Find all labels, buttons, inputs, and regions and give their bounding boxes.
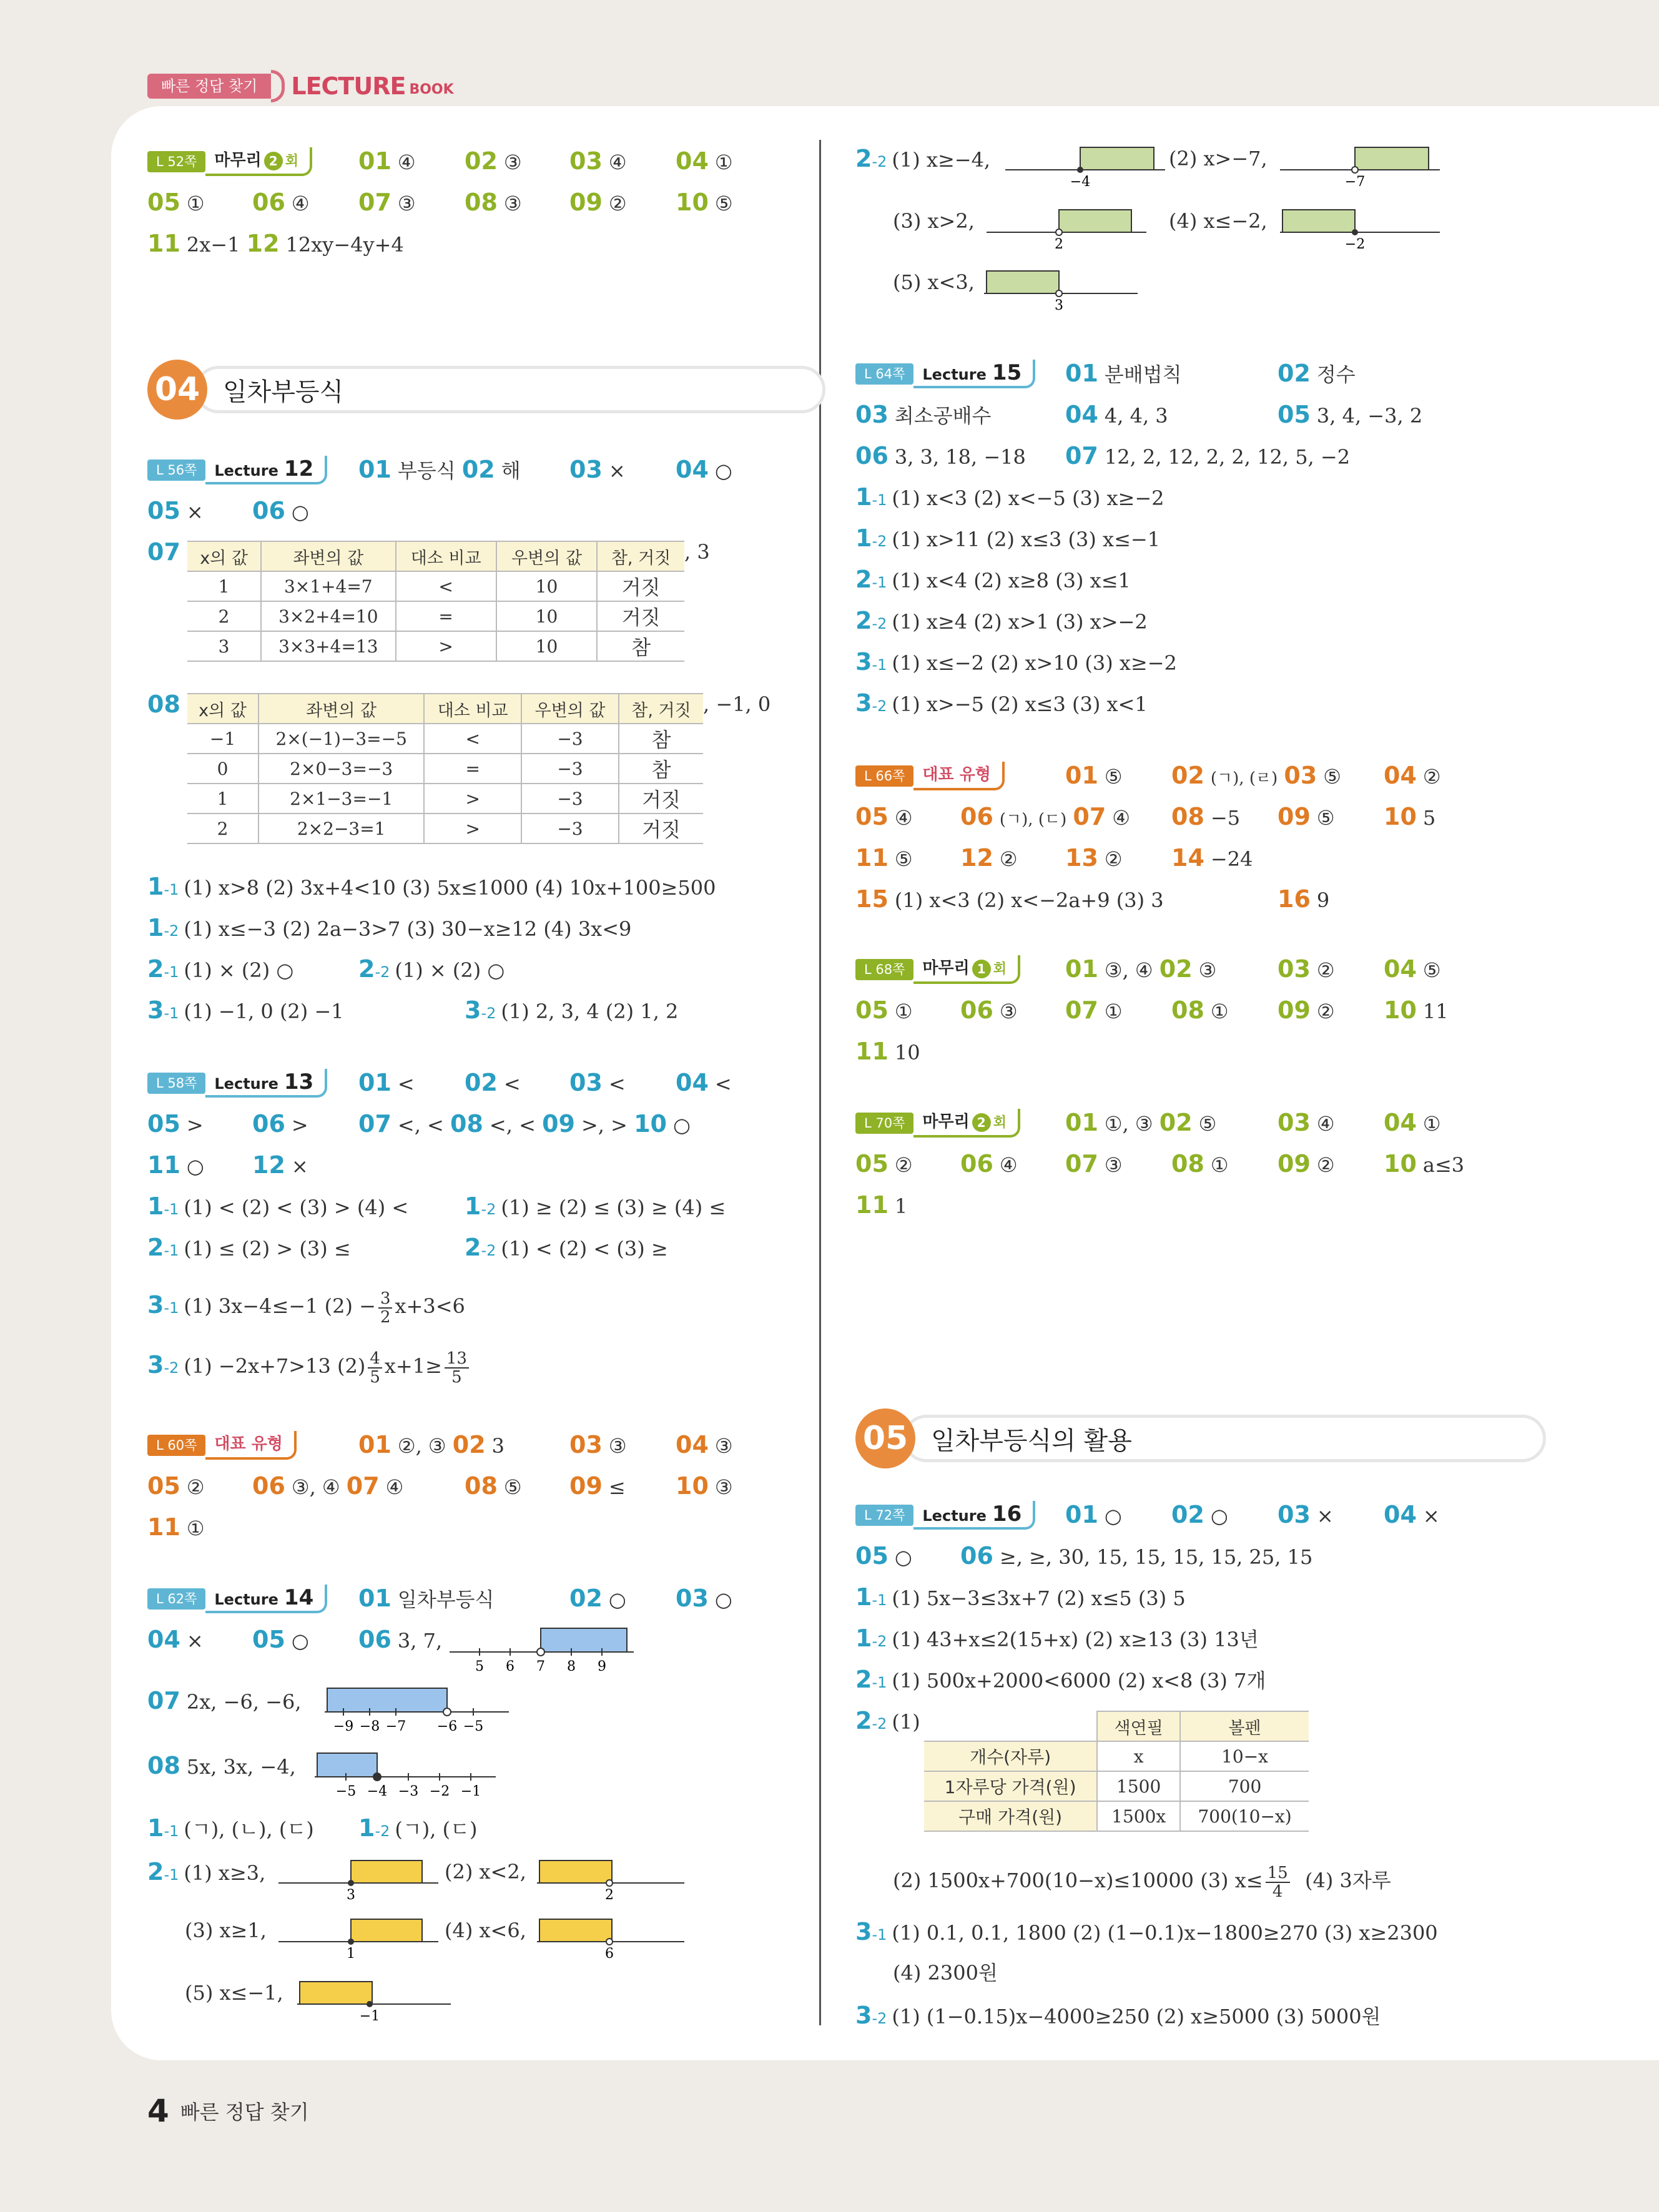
- table-row: 0 2×0−3=−3 = −3 참: [187, 754, 703, 784]
- chapter-05-heading: [855, 1412, 1546, 1465]
- table-row: 2 3×2+4=10 = 10 거짓: [187, 601, 684, 631]
- column-divider: [819, 140, 821, 2025]
- badge-lecture-13: L 58쪽 Lecture 13: [147, 1069, 327, 1098]
- svg-text:−7: −7: [1344, 174, 1366, 189]
- svg-text:2: 2: [605, 1887, 614, 1902]
- number-line-r22-5: [984, 265, 1140, 312]
- table-row: 1 3×1+4=7 < 10 거짓: [187, 571, 684, 601]
- number-line-r22-3: [987, 204, 1149, 251]
- number-line-21-5: [297, 1975, 453, 2023]
- svg-text:8: 8: [567, 1659, 576, 1673]
- svg-text:−2: −2: [429, 1784, 450, 1798]
- svg-text:−9: −9: [333, 1719, 354, 1733]
- badge-mamuri-52: [147, 147, 312, 176]
- svg-text:1: 1: [347, 1946, 355, 1960]
- svg-text:5: 5: [475, 1659, 484, 1673]
- svg-text:−5: −5: [335, 1784, 357, 1798]
- header: [147, 70, 454, 102]
- badge-daepyo-60: L 60쪽 대표 유형: [147, 1431, 297, 1460]
- number-line-r22-2: [1280, 141, 1442, 189]
- answer-row: 01 ④: [358, 147, 416, 175]
- number-line-r22-1: [1005, 141, 1168, 189]
- chapter-title: 일차부등식: [195, 366, 825, 413]
- table-07: x의 값 좌변의 값 대소 비교 우변의 값 참, 거짓 1 3×1+4=7 < 10 거짓 2 3×2+4=10 = 10 거짓 3 3×3+4=13 > 10 참: [187, 541, 684, 662]
- number-line-07: [325, 1683, 512, 1733]
- svg-text:−8: −8: [359, 1719, 380, 1733]
- badge-lecture-16: L 72쪽 Lecture 16: [855, 1501, 1035, 1530]
- svg-text:−3: −3: [398, 1784, 419, 1798]
- badge-lecture-12: L 56쪽 Lecture 12: [147, 456, 327, 484]
- svg-text:−1: −1: [359, 2008, 380, 2023]
- svg-text:3: 3: [1055, 298, 1063, 312]
- number-line-08: [315, 1748, 502, 1798]
- table-row: 3 3×3+4=13 > 10 참: [187, 631, 684, 661]
- footer-title: 빠른 정답 찾기: [180, 2100, 309, 2124]
- header-lecture: LECTURE: [291, 72, 406, 100]
- svg-text:−6: −6: [436, 1719, 458, 1733]
- table-row: 1 2×1−3=−1 > −3 거짓: [187, 784, 703, 814]
- badge-mamuri-70: L 70쪽 마무리 2 회: [855, 1109, 1020, 1138]
- svg-text:6: 6: [605, 1946, 614, 1960]
- number-line-06: [450, 1623, 637, 1673]
- svg-text:3: 3: [347, 1887, 355, 1902]
- svg-text:−1: −1: [460, 1784, 481, 1798]
- number-line-21-2: [537, 1854, 687, 1902]
- svg-text:−5: −5: [463, 1719, 484, 1733]
- badge-lecture-15: L 64쪽 Lecture 15: [855, 360, 1035, 388]
- svg-text:7: 7: [536, 1659, 545, 1673]
- table-row: 1자루당 가격(원) 1500 700: [924, 1771, 1309, 1801]
- svg-text:−7: −7: [385, 1719, 406, 1733]
- chapter-number: 05: [855, 1408, 915, 1468]
- chapter-number: 04: [147, 360, 207, 420]
- svg-text:9: 9: [598, 1659, 606, 1673]
- table-row: 구매 가격(원) 1500x 700(10−x): [924, 1801, 1309, 1831]
- badge-mamuri-68: L 68쪽 마무리 1 회: [855, 955, 1020, 984]
- header-curl-icon: [271, 70, 285, 102]
- svg-text:6: 6: [506, 1659, 514, 1673]
- number-line-21-3: [278, 1913, 441, 1960]
- svg-text:2: 2: [1055, 237, 1063, 251]
- svg-text:−2: −2: [1344, 237, 1366, 251]
- badge-page: L 52쪽: [147, 151, 205, 172]
- table-08: x의 값 좌변의 값 대소 비교 우변의 값 참, 거짓 −1 2×(−1)−3=−5 < −3 참 0 2×0−3=−3 = −3 참 1 2×1−3=−1 > −3 거짓 2 2×2−3=1 > −3 거짓: [187, 693, 703, 844]
- badge-title: 마무리 2 회: [205, 147, 312, 176]
- number-line-r22-4: [1280, 204, 1442, 251]
- header-pill: 빠른 정답 찾기: [147, 74, 271, 99]
- table-22: 색연필 볼펜 개수(자루) x 10−x 1자루당 가격(원) 1500 700 구매 가격(원) 1500x 700(10−x): [924, 1711, 1309, 1832]
- chapter-title: 일차부등식의 활용: [903, 1415, 1546, 1462]
- svg-text:−4: −4: [367, 1784, 388, 1798]
- number-line-21-1: [278, 1854, 441, 1902]
- table-row: −1 2×(−1)−3=−5 < −3 참: [187, 724, 703, 754]
- badge-lecture-14: L 62쪽 Lecture 14: [147, 1585, 327, 1613]
- chapter-04-heading: [147, 363, 825, 416]
- badge-daepyo-66: L 66쪽 대표 유형: [855, 762, 1005, 790]
- svg-text:−4: −4: [1070, 174, 1091, 189]
- header-book: BOOK: [409, 81, 454, 97]
- page-number: 4: [147, 2093, 169, 2129]
- footer: [147, 2093, 309, 2129]
- number-line-21-4: [537, 1913, 687, 1960]
- table-row: 개수(자루) x 10−x: [924, 1741, 1309, 1771]
- table-row: 2 2×2−3=1 > −3 거짓: [187, 814, 703, 843]
